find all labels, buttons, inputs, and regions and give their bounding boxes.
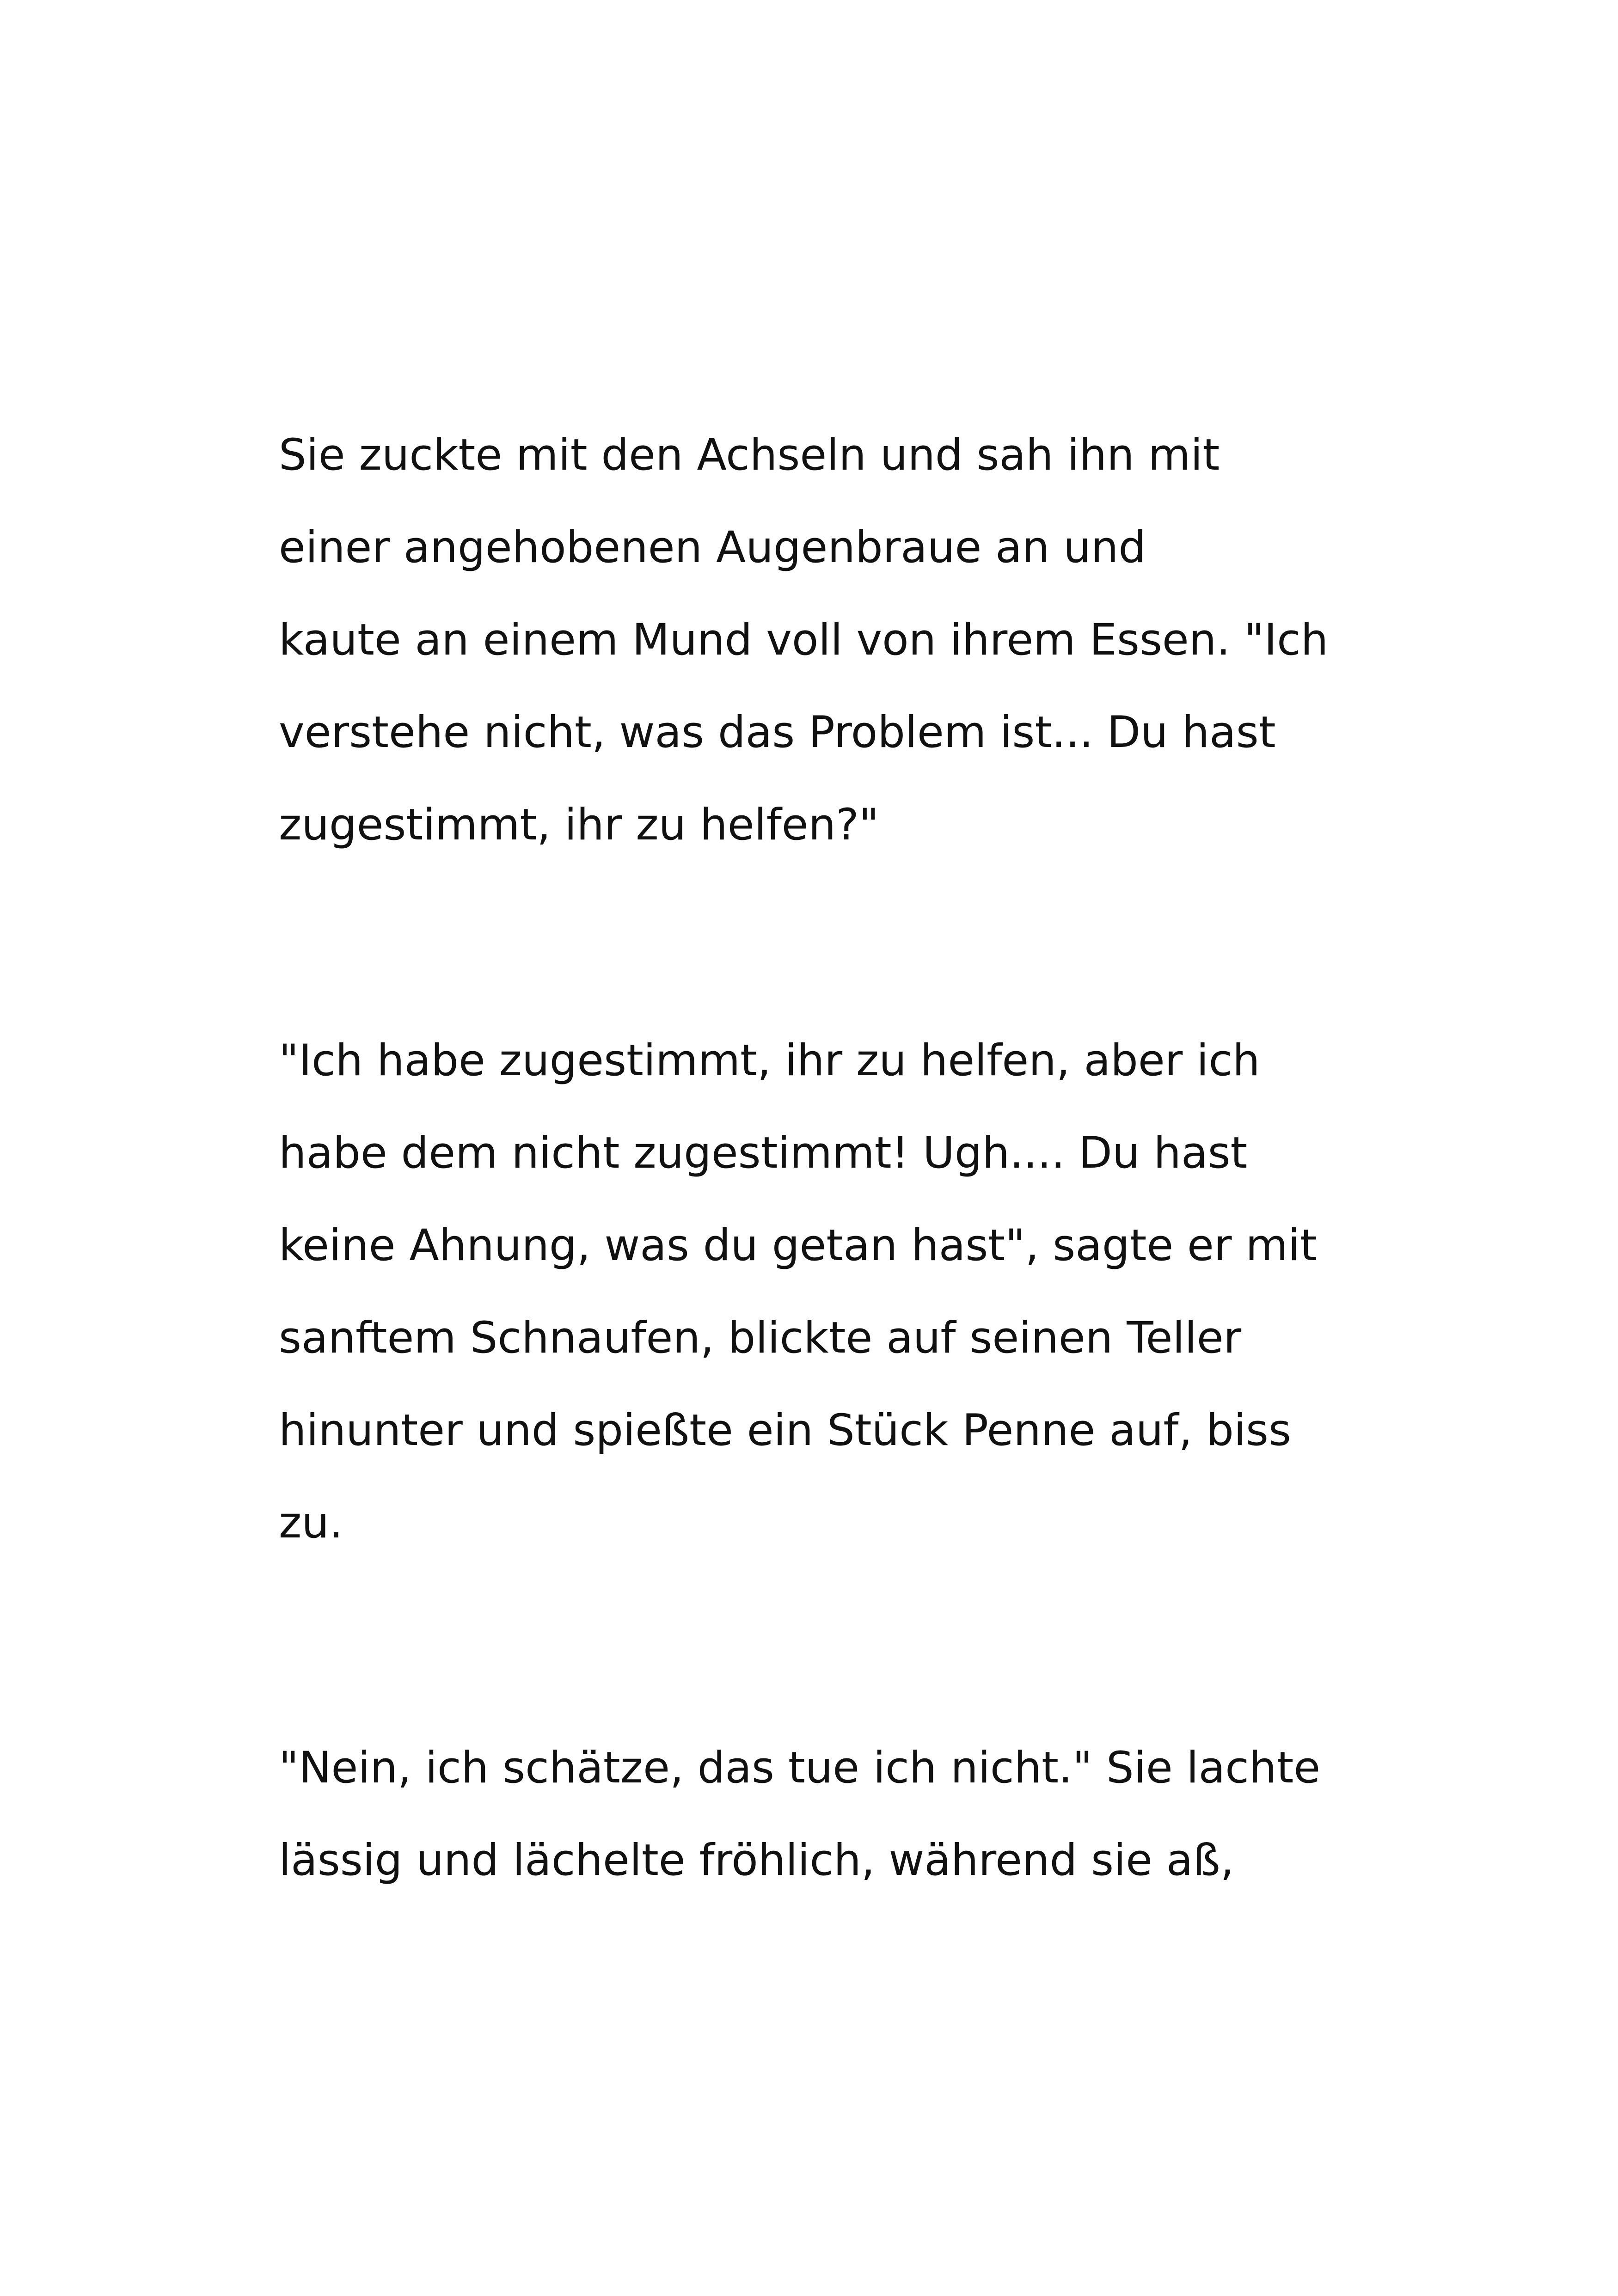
text-line: lässig und lächelte fröhlich, während sie aß, [279,1835,1234,1886]
text-line: kaute an einem Mund voll von ihrem Essen. "Ich [279,615,1329,665]
text-line: zugestimmt, ihr zu helfen?" [279,800,879,850]
text-line: "Ich habe zugestimmt, ihr zu helfen, aber ich [279,1035,1260,1086]
text-line: sanftem Schnaufen, blickte auf seinen Teller [279,1313,1242,1363]
text-line: habe dem nicht zugestimmt! Ugh.... Du hast [279,1128,1248,1178]
text-line: keine Ahnung, was du getan hast", sagte er mit [279,1220,1317,1271]
text-line: Sie zuckte mit den Achseln und sah ihn mit [279,430,1220,480]
text-line: einer angehobenen Augenbraue an und [279,522,1146,573]
text-line: "Nein, ich schätze, das tue ich nicht." Sie lachte [279,1743,1321,1793]
text-line: hinunter und spießte ein Stück Penne auf, biss [279,1405,1291,1456]
text-line: zu. [279,1498,343,1548]
text-line: verstehe nicht, was das Problem ist... Du hast [279,707,1276,758]
